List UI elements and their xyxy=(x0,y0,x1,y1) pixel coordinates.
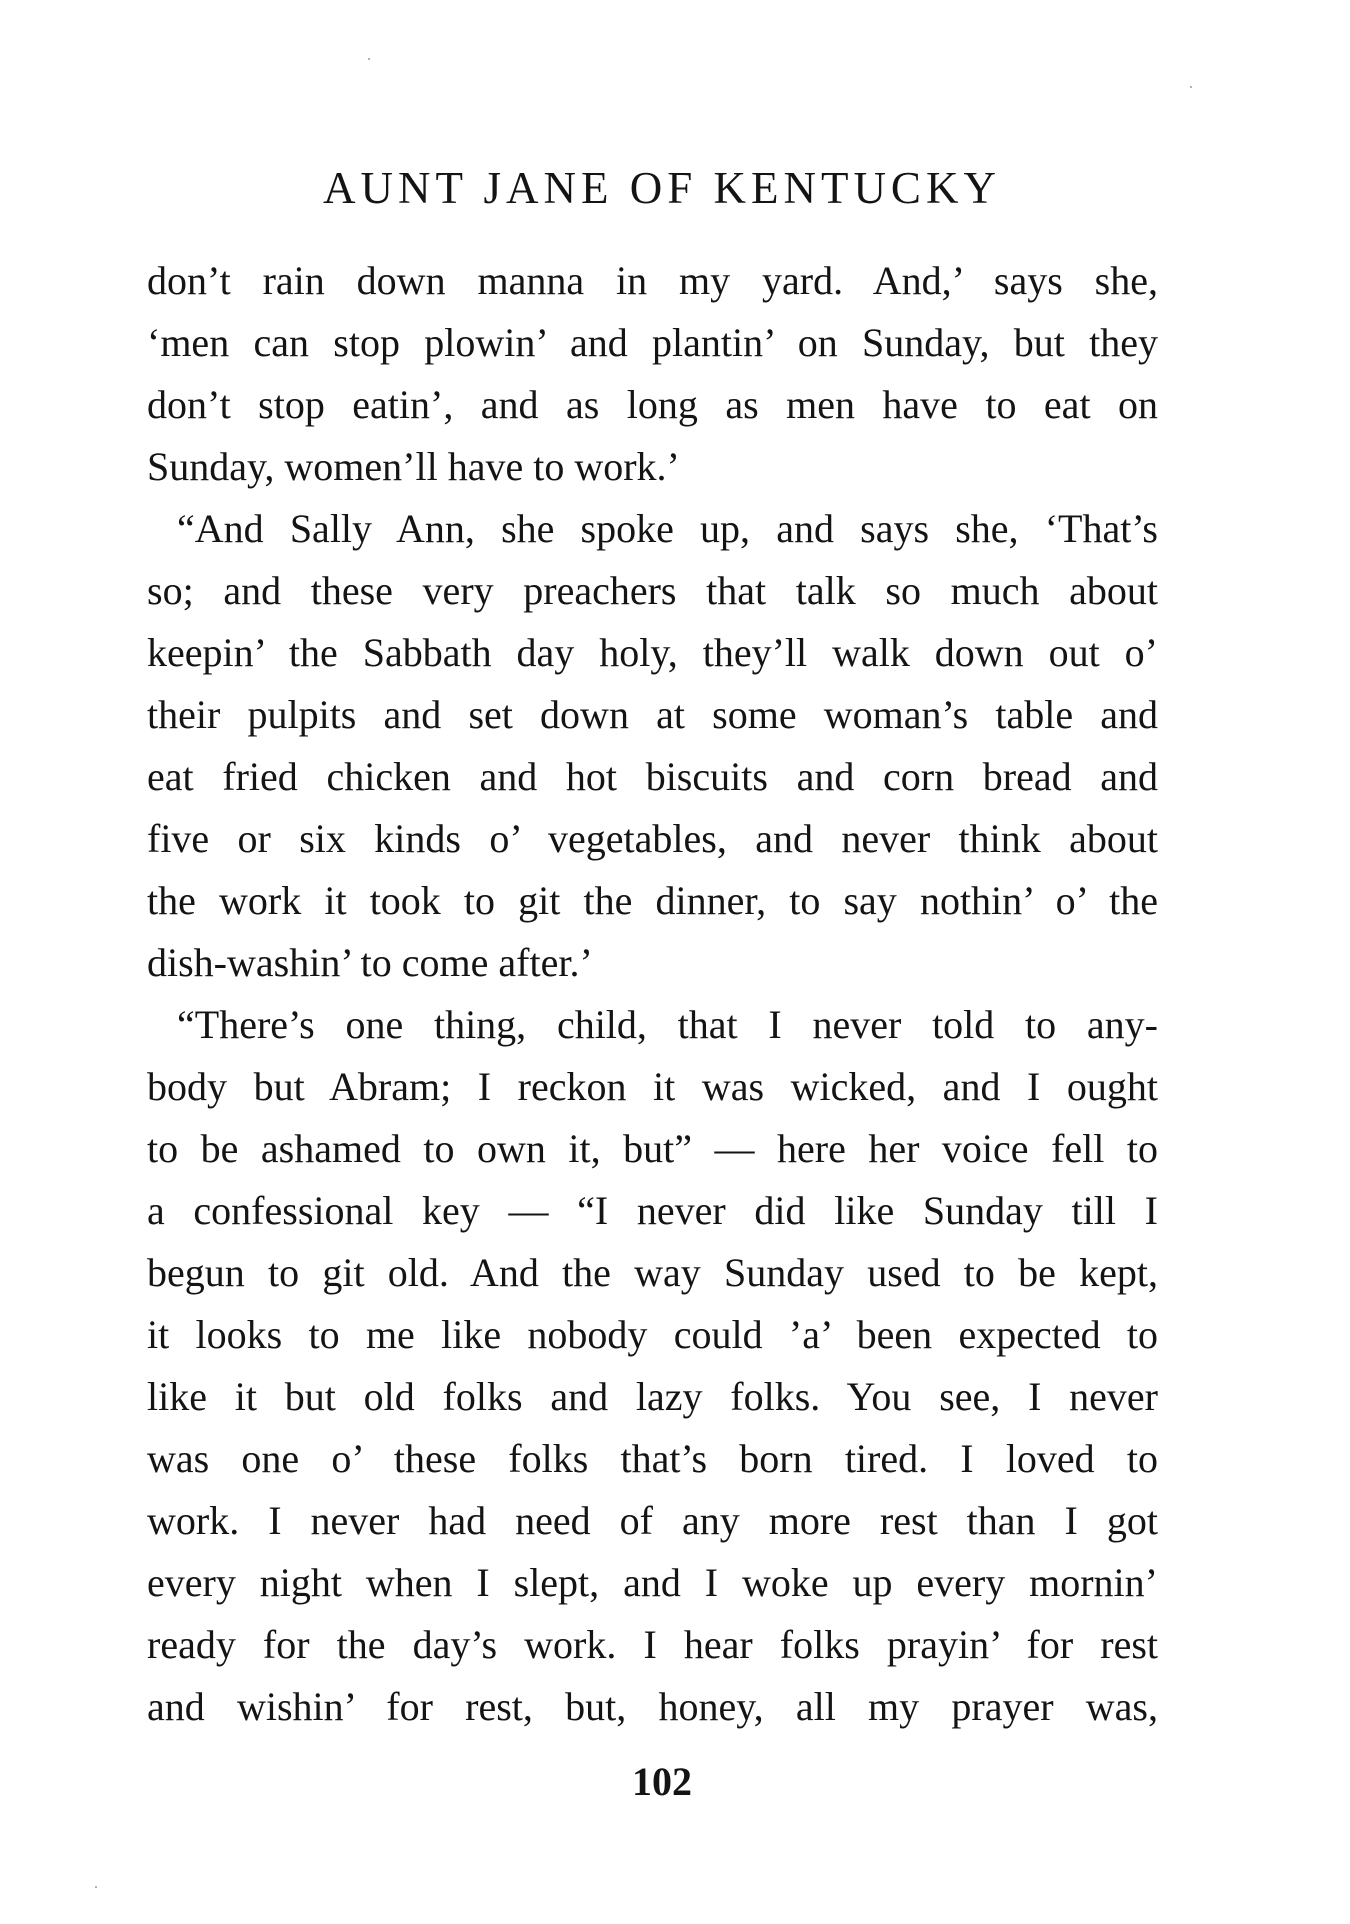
text-line: work. I never had need of any more rest than I got xyxy=(147,1498,1158,1543)
text-line: keepin’ the Sabbath day holy, they’ll walk down out o’ xyxy=(147,630,1158,675)
running-head-text: AUNT JANE OF KENTUCKY xyxy=(323,163,1001,213)
text-line: “There’s one thing, child, that I never told to any- xyxy=(177,1002,1158,1047)
text-line: body but Abram; I reckon it was wicked, and I ought xyxy=(147,1064,1158,1109)
text-line: Sunday, women’ll have to work.’ xyxy=(147,444,680,489)
text-line: begun to git old. And the way Sunday used to be kept, xyxy=(147,1250,1158,1295)
text-line: and wishin’ for rest, but, honey, all my prayer was, xyxy=(147,1684,1158,1729)
page-number-text: 102 xyxy=(632,1759,692,1804)
text-line: so; and these very preachers that talk so much about xyxy=(147,568,1158,613)
text-line: their pulpits and set down at some woman’s table and xyxy=(147,692,1158,737)
text-line: to be ashamed to own it, but” — here her voice fell to xyxy=(147,1126,1158,1171)
text-line: five or six kinds o’ vegetables, and never think about xyxy=(147,816,1158,861)
page-number xyxy=(0,1757,1350,1807)
text-line: it looks to me like nobody could ’a’ been expected to xyxy=(147,1312,1158,1357)
body-text xyxy=(147,250,1158,1738)
text-line: ready for the day’s work. I hear folks prayin’ for rest xyxy=(147,1622,1158,1667)
running-head xyxy=(0,158,1350,218)
text-line: like it but old folks and lazy folks. You see, I never xyxy=(147,1374,1158,1419)
text-line: don’t stop eatin’, and as long as men have to eat on xyxy=(147,382,1158,427)
paper-speck xyxy=(368,58,370,60)
text-line: eat fried chicken and hot biscuits and corn bread and xyxy=(147,754,1158,799)
paper-speck xyxy=(95,1886,97,1888)
text-line: the work it took to git the dinner, to say nothin’ o’ the xyxy=(147,878,1158,923)
text-line: “And Sally Ann, she spoke up, and says she, ‘That’s xyxy=(177,506,1158,551)
text-line: every night when I slept, and I woke up every mornin’ xyxy=(147,1560,1158,1605)
text-line: was one o’ these folks that’s born tired. I loved to xyxy=(147,1436,1158,1481)
paper-speck xyxy=(1190,86,1192,88)
text-line: a confessional key — “I never did like Sunday till I xyxy=(147,1188,1158,1233)
text-line: dish-washin’ to come after.’ xyxy=(147,940,593,985)
text-line: don’t rain down manna in my yard. And,’ says she, xyxy=(147,258,1158,303)
text-line: ‘men can stop plowin’ and plantin’ on Sunday, but they xyxy=(147,320,1158,365)
